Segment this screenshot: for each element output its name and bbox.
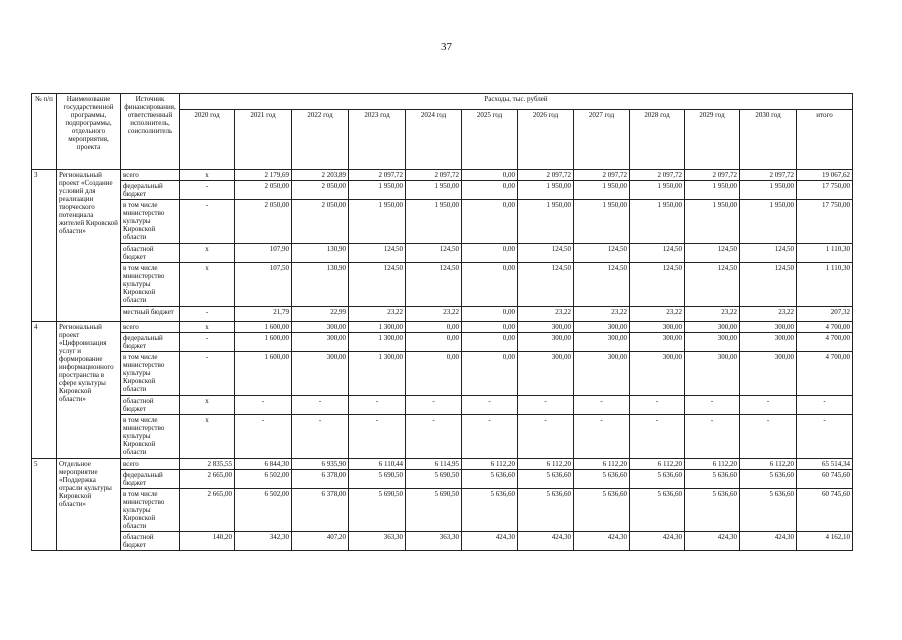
amount-cell: 407,20 [292, 532, 349, 551]
table-row [32, 181, 853, 200]
amount-cell: 65 514,34 [797, 459, 853, 470]
amount-cell: 124,50 [740, 263, 797, 307]
amount-cell: - [462, 415, 518, 459]
amount-cell: 1 950,00 [685, 181, 740, 200]
amount-cell: 1 300,00 [349, 333, 406, 352]
amount-cell: 5 636,60 [740, 470, 797, 489]
amount-cell: 124,50 [740, 244, 797, 263]
amount-cell: 5 636,60 [630, 489, 685, 532]
funding-source: областной бюджет [121, 244, 180, 263]
amount-cell: 300,00 [574, 333, 630, 352]
header-year: 2022 год [292, 110, 349, 170]
amount-cell: 1 950,00 [630, 200, 685, 244]
amount-cell: 1 950,00 [630, 181, 685, 200]
amount-cell: 5 636,60 [685, 470, 740, 489]
amount-cell: 5 636,60 [462, 470, 518, 489]
amount-cell: 5 636,60 [518, 489, 574, 532]
amount-cell: 6 112,20 [518, 459, 574, 470]
amount-cell: 2 050,00 [292, 200, 349, 244]
amount-cell: 300,00 [292, 322, 349, 333]
header-year: 2028 год [630, 110, 685, 170]
amount-cell: 124,50 [630, 244, 685, 263]
amount-cell: 1 600,00 [235, 333, 292, 352]
amount-cell: 23,22 [349, 307, 406, 322]
amount-cell: 6 110,44 [349, 459, 406, 470]
amount-cell: 124,50 [574, 263, 630, 307]
amount-cell: 23,22 [685, 307, 740, 322]
amount-cell: - [518, 415, 574, 459]
amount-cell: 1 300,00 [349, 352, 406, 396]
amount-cell: 0,00 [462, 200, 518, 244]
amount-cell: 2 665,00 [180, 489, 235, 532]
header-year: 2029 год [685, 110, 740, 170]
amount-cell: 424,30 [518, 532, 574, 551]
amount-cell: 5 636,60 [462, 489, 518, 532]
amount-cell: - [180, 200, 235, 244]
amount-cell: 107,50 [235, 263, 292, 307]
amount-cell: - [630, 396, 685, 415]
amount-cell: х [180, 396, 235, 415]
amount-cell: - [406, 396, 462, 415]
amount-cell: 0,00 [462, 244, 518, 263]
amount-cell: 363,30 [349, 532, 406, 551]
amount-cell: 124,50 [518, 244, 574, 263]
amount-cell: х [180, 244, 235, 263]
amount-cell: - [180, 333, 235, 352]
amount-cell: 0,00 [406, 333, 462, 352]
amount-cell: 300,00 [685, 322, 740, 333]
amount-cell: 6 112,20 [462, 459, 518, 470]
funding-source: всего [121, 459, 180, 470]
amount-cell: 6 502,00 [235, 470, 292, 489]
amount-cell: 1 600,00 [235, 322, 292, 333]
header-year: 2030 год [740, 110, 797, 170]
amount-cell: 2 097,72 [574, 170, 630, 181]
amount-cell: 2 665,00 [180, 470, 235, 489]
amount-cell: 23,22 [406, 307, 462, 322]
table-row [32, 470, 853, 489]
amount-cell: 424,30 [630, 532, 685, 551]
funding-source: областной бюджет [121, 532, 180, 551]
funding-source: в том числе министерство культуры Кировской области [121, 200, 180, 244]
amount-cell: 124,50 [518, 263, 574, 307]
amount-cell: 0,00 [462, 170, 518, 181]
amount-cell: 300,00 [630, 352, 685, 396]
program-name: Региональный проект «Создание условий для реализации творческого потенциала жителей Кировской области» [57, 170, 121, 322]
amount-cell: 124,50 [574, 244, 630, 263]
header-num: № п/п [32, 94, 57, 170]
funding-source: федеральный бюджет [121, 333, 180, 352]
amount-cell: 1 110,30 [797, 263, 853, 307]
row-number: 5 [32, 459, 57, 551]
amount-cell: 6 114,95 [406, 459, 462, 470]
amount-cell: 2 097,72 [630, 170, 685, 181]
amount-cell: 300,00 [740, 352, 797, 396]
table-row [32, 307, 853, 322]
amount-cell: 124,50 [406, 244, 462, 263]
header-year: 2021 год [235, 110, 292, 170]
expenses-table [31, 93, 853, 551]
amount-cell: - [518, 396, 574, 415]
amount-cell: 1 950,00 [740, 181, 797, 200]
amount-cell: 300,00 [292, 333, 349, 352]
amount-cell: 5 636,60 [740, 489, 797, 532]
amount-cell: 6 844,30 [235, 459, 292, 470]
amount-cell: - [740, 396, 797, 415]
table-row [32, 170, 853, 181]
amount-cell: 2 097,72 [518, 170, 574, 181]
amount-cell: 23,22 [740, 307, 797, 322]
amount-cell: - [797, 415, 853, 459]
amount-cell: 424,30 [685, 532, 740, 551]
amount-cell: 1 950,00 [574, 181, 630, 200]
table-row [32, 415, 853, 459]
amount-cell: - [406, 415, 462, 459]
funding-source: всего [121, 322, 180, 333]
amount-cell: 1 950,00 [349, 200, 406, 244]
funding-source: областной бюджет [121, 396, 180, 415]
amount-cell: 300,00 [518, 352, 574, 396]
amount-cell: 207,32 [797, 307, 853, 322]
amount-cell: 342,30 [235, 532, 292, 551]
amount-cell: 130,90 [292, 244, 349, 263]
amount-cell: - [180, 307, 235, 322]
amount-cell: 6 378,00 [292, 489, 349, 532]
table-row [32, 322, 853, 333]
amount-cell: 5 690,50 [406, 470, 462, 489]
amount-cell: 300,00 [685, 352, 740, 396]
amount-cell: 2 835,55 [180, 459, 235, 470]
amount-cell: 2 097,72 [685, 170, 740, 181]
amount-cell: 300,00 [292, 352, 349, 396]
amount-cell: - [630, 415, 685, 459]
amount-cell: 4 162,10 [797, 532, 853, 551]
funding-source: в том числе министерство культуры Кировской области [121, 415, 180, 459]
table-row [32, 532, 853, 551]
amount-cell: 300,00 [630, 322, 685, 333]
header-year: 2023 год [349, 110, 406, 170]
funding-source: всего [121, 170, 180, 181]
amount-cell: 2 050,00 [235, 181, 292, 200]
amount-cell: 5 636,60 [518, 470, 574, 489]
amount-cell: 107,90 [235, 244, 292, 263]
amount-cell: 2 097,72 [349, 170, 406, 181]
amount-cell: 1 600,00 [235, 352, 292, 396]
amount-cell: - [180, 181, 235, 200]
table-row [32, 200, 853, 244]
amount-cell: 23,22 [630, 307, 685, 322]
amount-cell: 5 636,60 [630, 470, 685, 489]
amount-cell: 21,79 [235, 307, 292, 322]
row-number: 4 [32, 322, 57, 459]
amount-cell: 6 502,00 [235, 489, 292, 532]
program-name: Региональный проект «Цифровизация услуг и формирование информационного пространства в сфере культуры Кировской области» [57, 322, 121, 459]
amount-cell: 424,30 [740, 532, 797, 551]
amount-cell: 0,00 [462, 322, 518, 333]
page-number: 37 [441, 41, 452, 53]
header-expenses: Расходы, тыс. рублей [180, 94, 853, 110]
amount-cell: 23,22 [518, 307, 574, 322]
funding-source: в том числе министерство культуры Кировской области [121, 263, 180, 307]
header-name: Наименование государственной программы, подпрограммы, отдельного мероприятия, проекта [57, 94, 121, 170]
amount-cell: 5 690,50 [349, 489, 406, 532]
amount-cell: - [462, 396, 518, 415]
amount-cell: 1 950,00 [740, 200, 797, 244]
amount-cell: - [797, 396, 853, 415]
amount-cell: - [349, 396, 406, 415]
amount-cell: 124,50 [349, 244, 406, 263]
amount-cell: 124,50 [630, 263, 685, 307]
amount-cell: 300,00 [574, 322, 630, 333]
amount-cell: х [180, 322, 235, 333]
amount-cell: 4 700,00 [797, 333, 853, 352]
amount-cell: 6 112,20 [630, 459, 685, 470]
amount-cell: 424,30 [462, 532, 518, 551]
amount-cell: - [740, 415, 797, 459]
amount-cell: 124,50 [406, 263, 462, 307]
amount-cell: 60 745,60 [797, 489, 853, 532]
table-row [32, 244, 853, 263]
amount-cell: 2 203,89 [292, 170, 349, 181]
amount-cell: х [180, 170, 235, 181]
amount-cell: 0,00 [406, 352, 462, 396]
amount-cell: 2 097,72 [406, 170, 462, 181]
amount-cell: - [574, 415, 630, 459]
amount-cell: 300,00 [740, 322, 797, 333]
amount-cell: 1 300,00 [349, 322, 406, 333]
amount-cell: 1 950,00 [406, 200, 462, 244]
table-row [32, 263, 853, 307]
amount-cell: 300,00 [740, 333, 797, 352]
header-year: 2027 год [574, 110, 630, 170]
header-year: 2024 год [406, 110, 462, 170]
amount-cell: 124,50 [349, 263, 406, 307]
amount-cell: - [685, 415, 740, 459]
amount-cell: 5 636,60 [574, 489, 630, 532]
amount-cell: 124,50 [685, 244, 740, 263]
amount-cell: 0,00 [462, 333, 518, 352]
amount-cell: 300,00 [630, 333, 685, 352]
amount-cell: 4 700,00 [797, 352, 853, 396]
amount-cell: 300,00 [518, 333, 574, 352]
amount-cell: 6 112,20 [740, 459, 797, 470]
amount-cell: 6 112,20 [685, 459, 740, 470]
amount-cell: 300,00 [574, 352, 630, 396]
amount-cell: 17 750,00 [797, 181, 853, 200]
program-name: Отдельное мероприятие «Поддержка отрасли культуры Кировской области» [57, 459, 121, 551]
amount-cell: 4 700,00 [797, 322, 853, 333]
header-year: 2020 год [180, 110, 235, 170]
table-row [32, 333, 853, 352]
funding-source: в том числе министерство культуры Кировской области [121, 489, 180, 532]
amount-cell: 424,30 [574, 532, 630, 551]
amount-cell: 1 950,00 [574, 200, 630, 244]
amount-cell: х [180, 415, 235, 459]
amount-cell: 5 690,50 [406, 489, 462, 532]
table-row [32, 352, 853, 396]
amount-cell: 60 745,60 [797, 470, 853, 489]
funding-source: в том числе министерство культуры Кировской области [121, 352, 180, 396]
amount-cell: 0,00 [462, 352, 518, 396]
amount-cell: 6 378,00 [292, 470, 349, 489]
amount-cell: 0,00 [462, 181, 518, 200]
amount-cell: 5 636,60 [574, 470, 630, 489]
amount-cell: - [685, 396, 740, 415]
header-year: 2025 год [462, 110, 518, 170]
amount-cell: 22,99 [292, 307, 349, 322]
amount-cell: х [180, 263, 235, 307]
amount-cell: - [235, 396, 292, 415]
amount-cell: 1 950,00 [518, 181, 574, 200]
header-year: итого [797, 110, 853, 170]
amount-cell: 6 112,20 [574, 459, 630, 470]
funding-source: федеральный бюджет [121, 470, 180, 489]
amount-cell: 0,00 [462, 263, 518, 307]
amount-cell: 300,00 [518, 322, 574, 333]
amount-cell: 19 067,62 [797, 170, 853, 181]
amount-cell: - [292, 415, 349, 459]
amount-cell: - [235, 415, 292, 459]
amount-cell: 6 935,90 [292, 459, 349, 470]
amount-cell: 1 110,30 [797, 244, 853, 263]
amount-cell: 23,22 [574, 307, 630, 322]
amount-cell: 2 179,69 [235, 170, 292, 181]
amount-cell: 0,00 [462, 307, 518, 322]
amount-cell: 1 950,00 [685, 200, 740, 244]
funding-source: местный бюджет [121, 307, 180, 322]
amount-cell: 140,20 [180, 532, 235, 551]
header-source: Источник финансирования, ответственный исполнитель, соисполнитель [121, 94, 180, 170]
amount-cell: 1 950,00 [518, 200, 574, 244]
table-row [32, 459, 853, 470]
amount-cell: 1 950,00 [349, 181, 406, 200]
amount-cell: - [349, 415, 406, 459]
amount-cell: 363,30 [406, 532, 462, 551]
table-row [32, 489, 853, 532]
header-year: 2026 год [518, 110, 574, 170]
funding-source: федеральный бюджет [121, 181, 180, 200]
amount-cell: 5 690,50 [349, 470, 406, 489]
amount-cell: 5 636,60 [685, 489, 740, 532]
amount-cell: 1 950,00 [406, 181, 462, 200]
amount-cell: 130,90 [292, 263, 349, 307]
amount-cell: - [292, 396, 349, 415]
table-row [32, 396, 853, 415]
amount-cell: 0,00 [406, 322, 462, 333]
amount-cell: 17 750,00 [797, 200, 853, 244]
amount-cell: 2 097,72 [740, 170, 797, 181]
amount-cell: 2 050,00 [292, 181, 349, 200]
amount-cell: 2 050,00 [235, 200, 292, 244]
amount-cell: 124,50 [685, 263, 740, 307]
amount-cell: - [574, 396, 630, 415]
amount-cell: - [180, 352, 235, 396]
amount-cell: 300,00 [685, 333, 740, 352]
row-number: 3 [32, 170, 57, 322]
